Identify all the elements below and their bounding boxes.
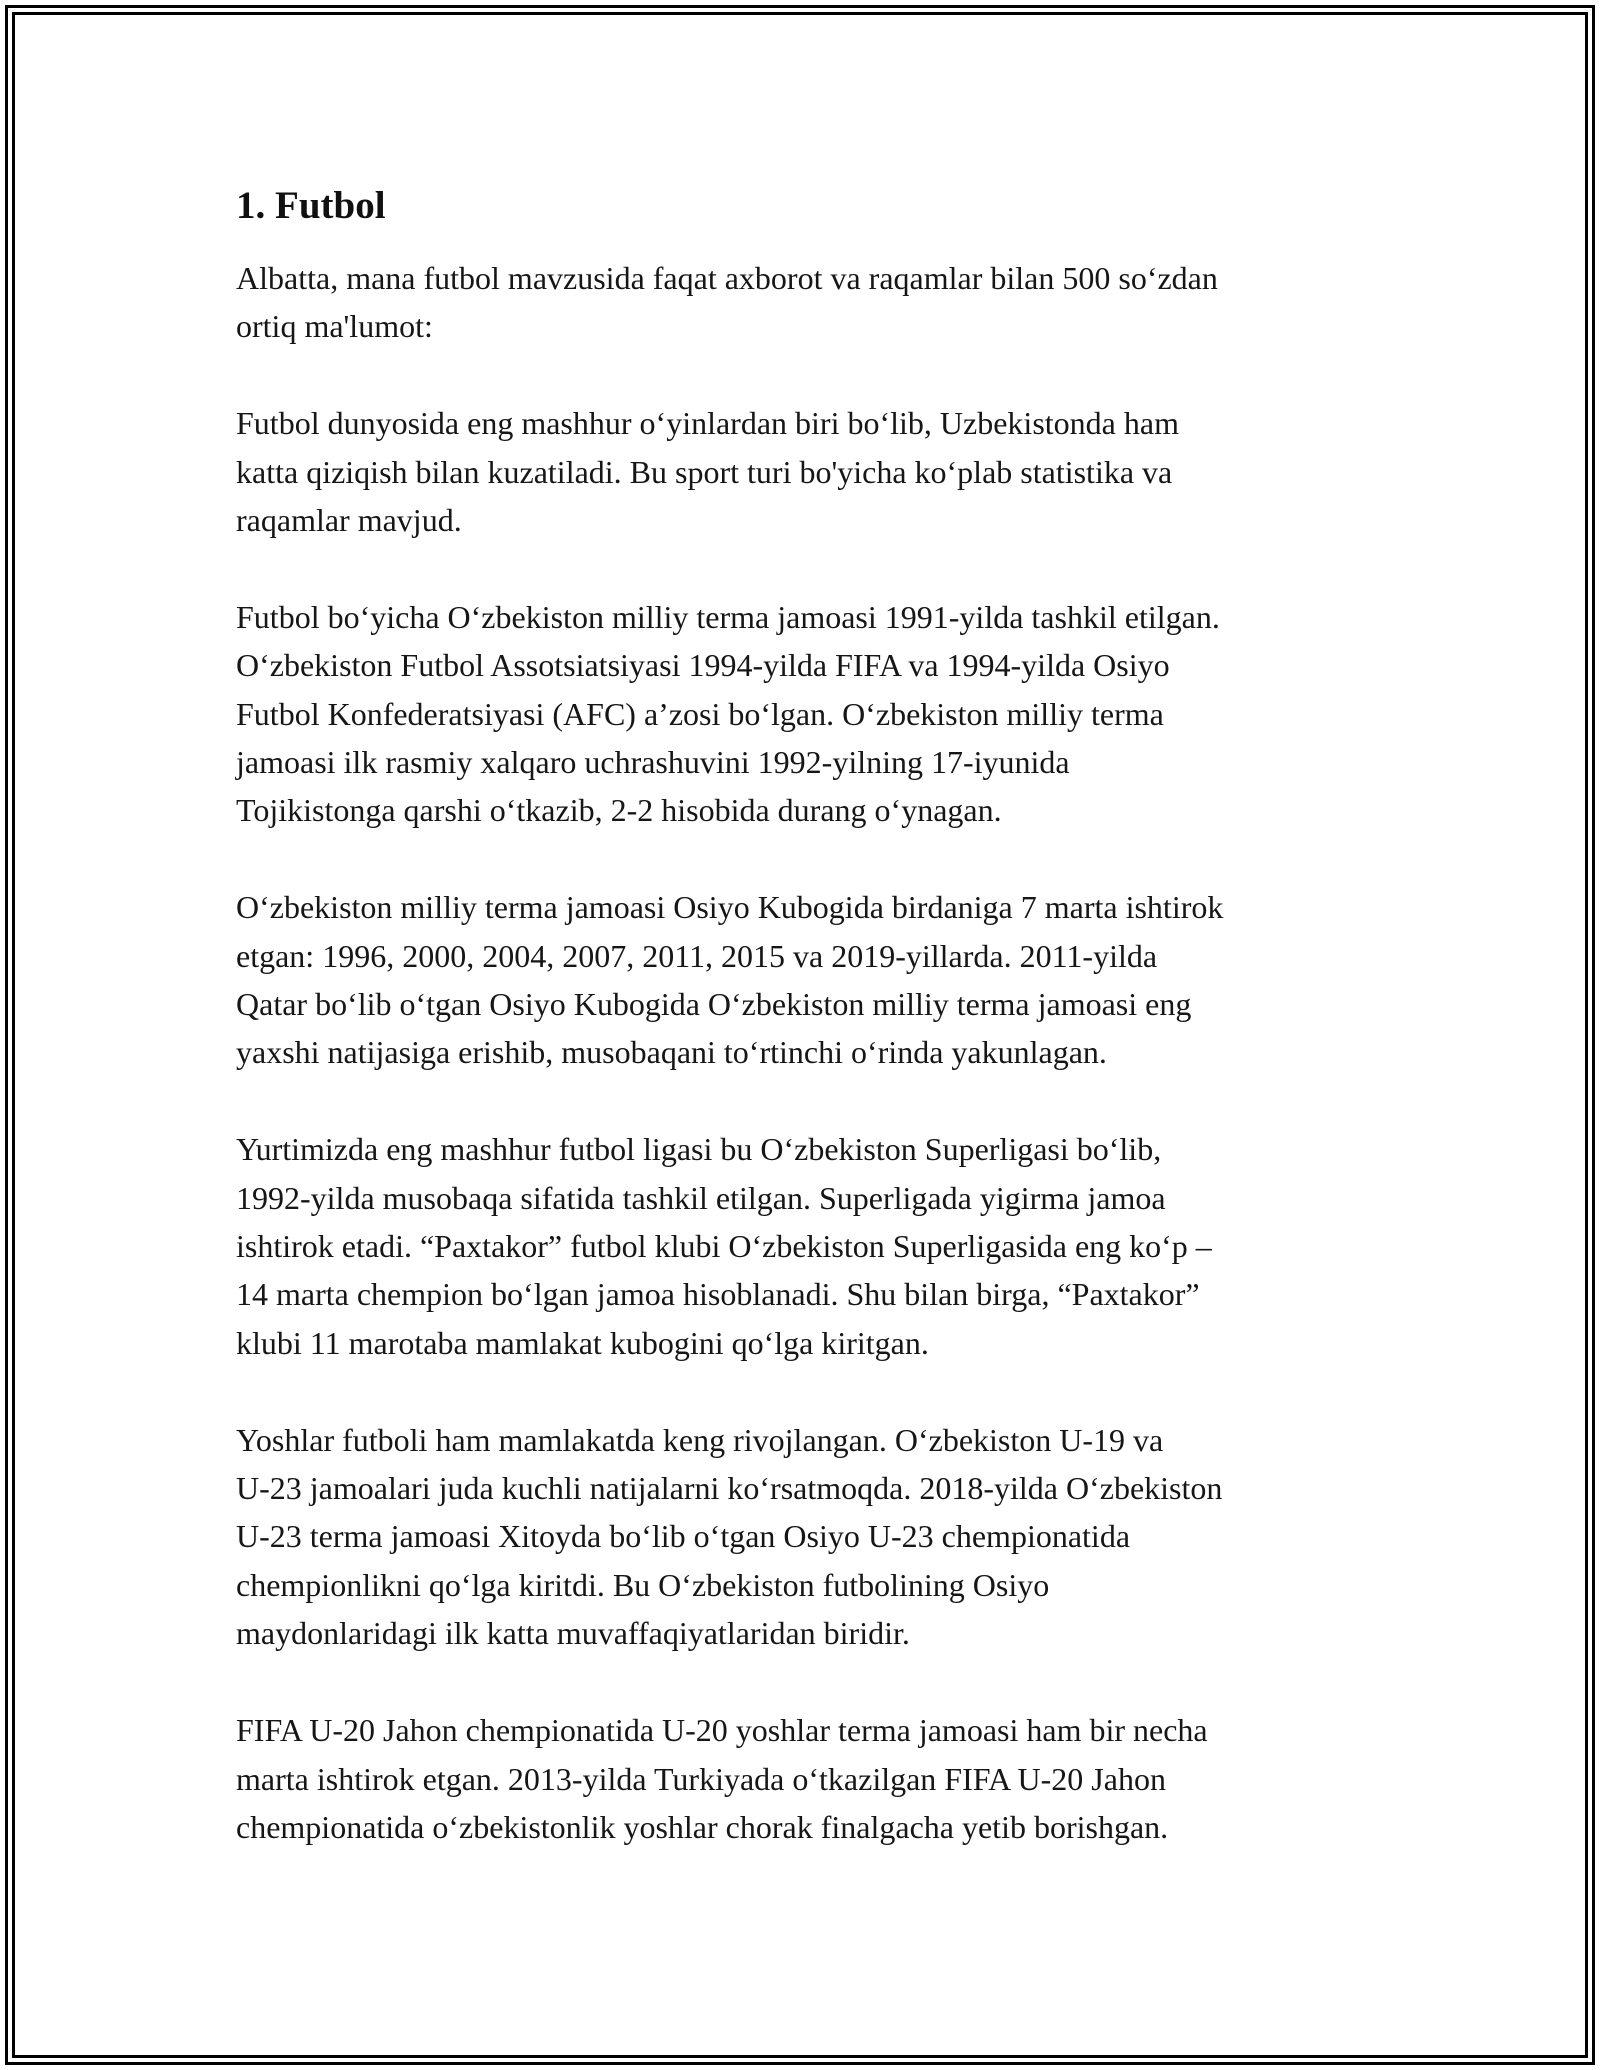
paragraph-u20-world-cup: FIFA U-20 Jahon chempionatida U-20 yoshlar terma jamoasi ham bir necha marta ishtirok etgan. 2013-yilda Turkiyada o‘tkazilgan FIFA U-20 Jahon chempionatida o‘zbekistonlik yoshlar chorak finalgacha yetib borishgan. bbox=[236, 1712, 1208, 1845]
paragraph-national-team-history: Futbol bo‘yicha O‘zbekiston milliy terma jamoasi 1991-yilda tashkil etilgan. O‘zbekiston Futbol Assotsiatsiyasi 1994-yilda FIFA va 1994-yilda Osiyo Futbol Konfederatsiyasi (AFC) a’zosi bo‘lgan. O‘zbekiston milliy terma jamoasi ilk rasmiy xalqaro uchrashuvini 1992-yilning 17-iyunida Tojikistonga qarshi o‘tkazib, 2-2 hisobida durang o‘ynagan. bbox=[236, 598, 1220, 829]
paragraph-asian-cup: O‘zbekiston milliy terma jamoasi Osiyo Kubogida birdaniga 7 marta ishtirok etgan: 1996, 2000, 2004, 2007, 2011, 2015 va 2019-yillarda. 2011-yilda Qatar bo‘lib o‘tgan Osiyo Kubogida O‘zbekiston milliy terma jamoasi eng yaxshi natijasiga erishib, musobaqani to‘rtinchi o‘rinda yakunlagan. bbox=[236, 889, 1224, 1071]
paragraph-intro: Albatta, mana futbol mavzusida faqat axborot va raqamlar bilan 500 so‘zdan ortiq ma'lumot: bbox=[236, 260, 1218, 345]
paragraph-youth-football: Yoshlar futboli ham mamlakatda keng rivojlangan. O‘zbekiston U-19 va U-23 jamoalari juda kuchli natijalarni ko‘rsatmoqda. 2018-yilda O‘zbekiston U-23 terma jamoasi Xitoyda bo‘lib o‘tgan Osiyo U-23 chempionatida chempionlikni qo‘lga kiritdi. Bu O‘zbekiston futbolining Osiyo maydonlaridagi ilk katta muvaffaqiyatlaridan biridir. bbox=[236, 1421, 1223, 1652]
paragraph-popularity: Futbol dunyosida eng mashhur o‘yinlardan biri bo‘lib, Uzbekistonda ham katta qiziqish bilan kuzatiladi. Bu sport turi bo'yicha ko‘plab statistika va raqamlar mavjud. bbox=[236, 405, 1179, 539]
paragraph-superleague: Yurtimizda eng mashhur futbol ligasi bu O‘zbekiston Superligasi bo‘lib, 1992-yilda musobaqa sifatida tashkil etilgan. Superligada yigirma jamoa ishtirok etadi. “Paxtakor” futbol klubi O‘zbekiston Superligasida eng ko‘p – 14 marta chempion bo‘lgan jamoa hisoblanadi. Shu bilan birga, “Paxtakor” klubi 11 marotaba mamlakat kubogini qo‘lga kiritgan. bbox=[236, 1131, 1212, 1361]
document-body bbox=[236, 182, 1386, 1900]
section-heading: 1. Futbol bbox=[236, 184, 386, 227]
